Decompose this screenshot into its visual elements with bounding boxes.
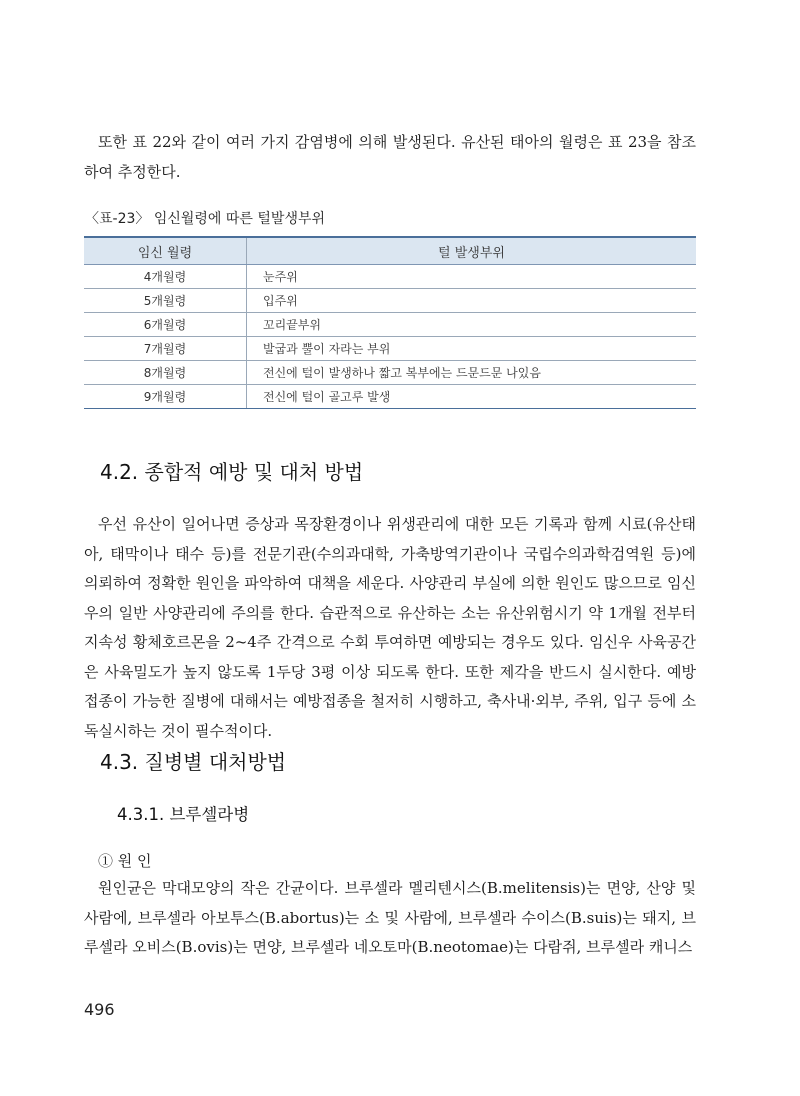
row-month: 6개월령 [84,313,247,337]
row-site: 꼬리끝부위 [247,313,697,337]
page-number: 496 [84,1000,115,1019]
row-site: 눈주위 [247,265,697,289]
gestation-hair-table [84,236,696,409]
row-site: 입주위 [247,289,697,313]
cause-paragraph: 원인균은 막대모양의 작은 간균이다. 브루셀라 멜리텐시스(B.melitensis)는 면양, 산양 및 사람에, 브루셀라 아보투스(B.abortus)는 소 및 사람에, 브루셀라 수이스(B.suis)는 돼지, 브루셀라 오비스(B.ovis)는 면양, 브루셀라 네오토마(B.neotomae)는 다람쥐, 브루셀라 캐니스 [84,879,696,956]
table-row [84,313,696,337]
table-caption: 〈표-23〉 임신월령에 따른 털발생부위 [85,211,326,227]
row-month: 9개월령 [84,385,247,409]
row-month: 5개월령 [84,289,247,313]
section-heading-4-2: 4.2. 종합적 예방 및 대처 방법 [100,460,364,484]
table-row [84,337,696,361]
row-month: 4개월령 [84,265,247,289]
cause-label: ① 원 인 [98,852,152,870]
intro-paragraph: 또한 표 22와 같이 여러 가지 감염병에 의해 발생된다. 유산된 태아의 월령은 표 23을 참조하여 추정한다. [84,133,696,181]
table-row [84,361,696,385]
header-month: 임신 월령 [84,237,247,265]
row-month: 8개월령 [84,361,247,385]
table-header-row [84,237,696,265]
header-site: 털 발생부위 [247,237,697,265]
row-site: 전신에 털이 발생하나 짧고 복부에는 드문드문 나있음 [247,361,697,385]
table-row [84,265,696,289]
row-site: 전신에 털이 골고루 발생 [247,385,697,409]
table-row [84,289,696,313]
table-row [84,385,696,409]
section-heading-4-3: 4.3. 질병별 대처방법 [100,750,287,774]
row-site: 발굽과 뿔이 자라는 부위 [247,337,697,361]
row-month: 7개월령 [84,337,247,361]
section-4-2-paragraph: 우선 유산이 일어나면 증상과 목장환경이나 위생관리에 대한 모든 기록과 함께 시료(유산태아, 태막이나 태수 등)를 전문기관(수의과대학, 가축방역기관이나 국립수의과학검역원 등)에 의뢰하여 정확한 원인을 파악하여 대책을 세운다. 사양관리 부실에 의한 원인도 많으므로 임신우의 일반 사양관리에 주의를 한다. 습관적으로 유산하는 소는 유산위험시기 약 1개월 전부터 지속성 황체호르몬을 2~4주 간격으로 수회 투여하면 예방되는 경우도 있다. 임신우 사육공간은 사육밀도가 높지 않도록 1두당 3평 이상 되도록 한다. 또한 제각을 반드시 실시한다. 예방접종이 가능한 질병에 대해서는 예방접종을 철저히 시행하고, 축사내·외부, 주위, 입구 등에 소독실시하는 것이 필수적이다. [84,515,696,740]
subsection-heading-4-3-1: 4.3.1. 브루셀라병 [117,805,250,824]
